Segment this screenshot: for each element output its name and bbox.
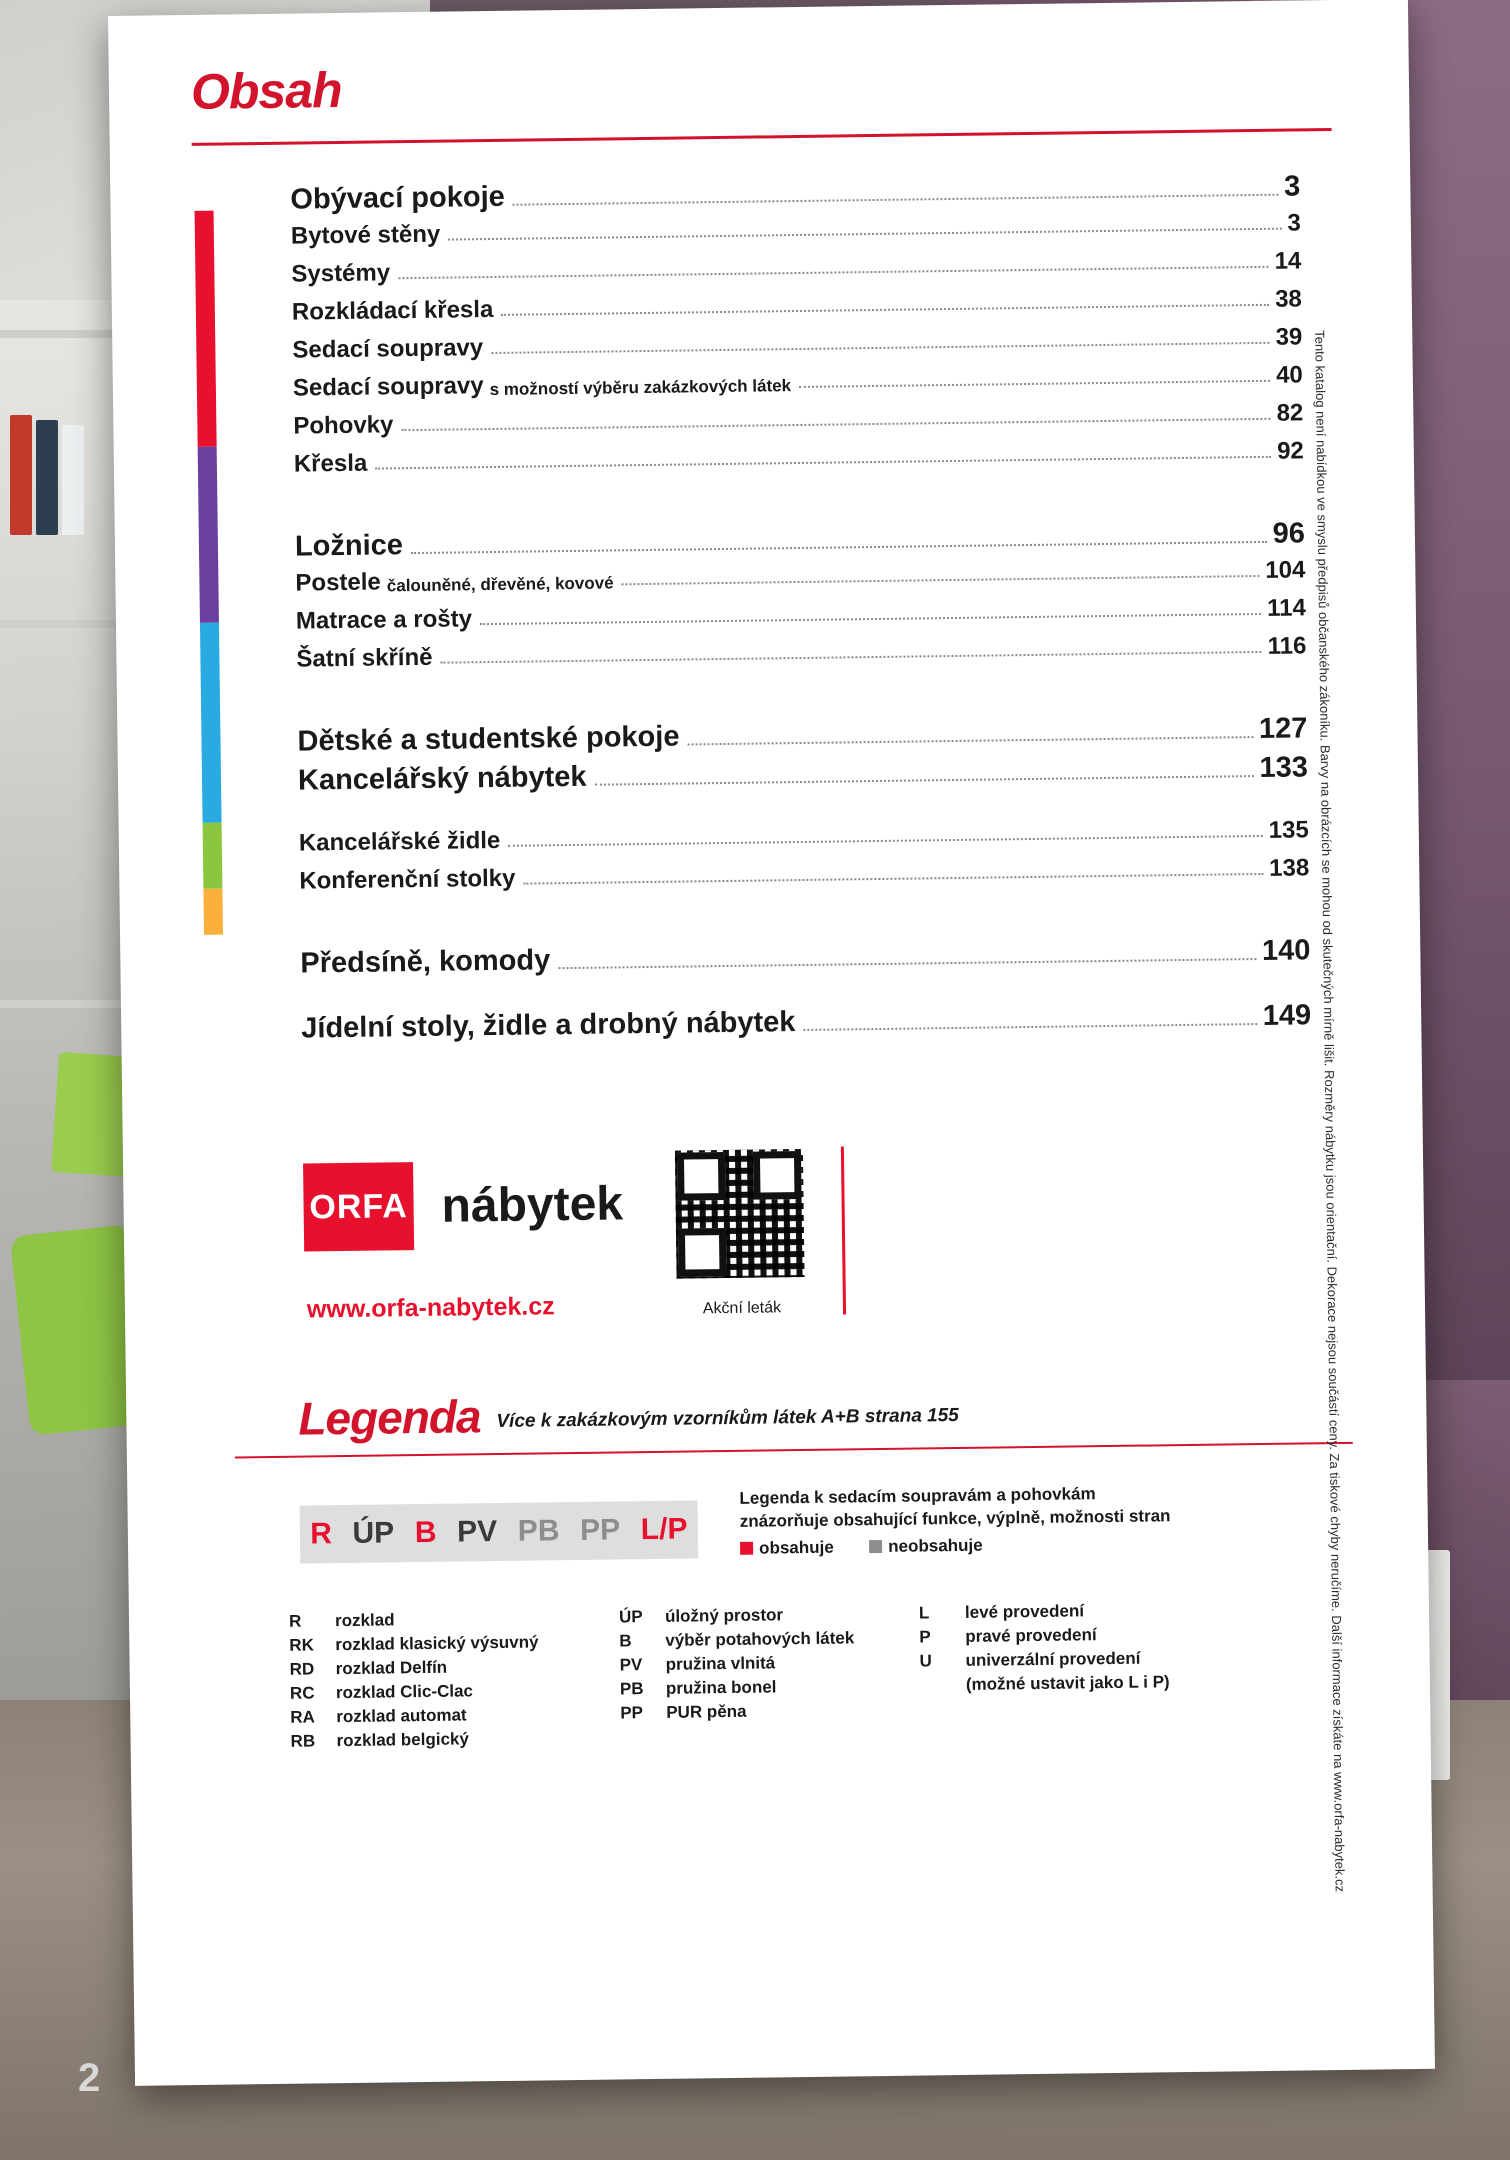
legend-value: pružina vlnitá [665, 1653, 776, 1674]
toc-label: Jídelní stoly, židle a drobný nábytek [301, 1006, 796, 1045]
legend-row [289, 1631, 619, 1655]
table-of-contents [290, 170, 1311, 1051]
toc-label: Předsíně, komody [300, 944, 551, 980]
legend-key: RK [289, 1635, 315, 1655]
legend-value: rozklad [334, 1610, 395, 1631]
legend-key: RA [290, 1707, 315, 1727]
legend-key: P [919, 1627, 931, 1647]
legend-swatch-no [869, 1540, 882, 1553]
legend-row [619, 1628, 919, 1652]
toc-page: 114 [1266, 594, 1307, 622]
qr-eye [677, 1152, 726, 1201]
legend-column3-note: (možné ustavit jako L i P) [965, 1672, 1170, 1694]
toc-entry[interactable] [293, 399, 1303, 440]
page-title: Obsah [190, 61, 342, 120]
book [10, 415, 32, 535]
legend-row [619, 1604, 919, 1628]
legend-note-line1: Legenda k sedacím soupravám a pohovkám [739, 1484, 1096, 1508]
toc-label: Bytové stěny [290, 220, 441, 250]
toc-leader [401, 417, 1270, 431]
legend-subtitle: Více k zakázkovým vzorníkům látek A+B strana 155 [496, 1404, 959, 1433]
legend-code-B: B [414, 1515, 437, 1550]
toc-page: 39 [1275, 323, 1303, 351]
toc-page: 3 [1283, 170, 1301, 203]
disclaimer-text: Tento katalog není nabídkou ve smyslu předpisů občanského zákoníku. Barvy na obrázcích se mohou od skutečných mírně lišit. Rozměry nábytku jsou orientační. Dekorace nejsou součástí ceny. Za tiskové chyby neručíme. Další informace získáte na www.orfa-nabytek.cz [1312, 330, 1348, 1893]
toc-page: 40 [1275, 361, 1303, 389]
toc-leader [441, 650, 1262, 664]
legend-key: RC [289, 1683, 315, 1703]
toc-label: Konferenční stolky [299, 864, 516, 895]
legend-key: RB [290, 1731, 316, 1751]
toc-page: 96 [1272, 517, 1306, 550]
toc-leader [375, 455, 1271, 470]
toc-leader [688, 735, 1254, 745]
legend-value: rozklad klasický výsuvný [335, 1632, 539, 1655]
qr-caption: Akční leták [702, 1299, 782, 1318]
color-bar-dining [203, 889, 223, 935]
toc-label: Matrace a rošty [295, 605, 473, 635]
toc-entry[interactable] [296, 594, 1306, 635]
legend-key: B [619, 1631, 632, 1651]
toc-page: 92 [1276, 437, 1304, 465]
catalog-page [108, 0, 1435, 2086]
toc-leader [508, 834, 1262, 847]
toc-page: 3 [1287, 209, 1301, 237]
toc-label: Kancelářský nábytek [297, 760, 587, 797]
legend-note-line2: znázorňuje obsahující funkce, výplně, možnosti stran [739, 1506, 1171, 1531]
legend-row [289, 1607, 619, 1631]
toc-entry[interactable] [298, 751, 1308, 797]
legend-row [290, 1727, 620, 1751]
toc-label: Křesla [293, 449, 368, 478]
qr-code[interactable] [675, 1149, 805, 1279]
legend-note-no: neobsahuje [888, 1535, 983, 1556]
legend-column-3 [919, 1599, 1281, 1748]
brand-block [303, 1159, 624, 1251]
legend-code-PB: PB [517, 1514, 560, 1548]
brand-name: nábytek [441, 1176, 624, 1233]
legend-key: L [918, 1603, 930, 1623]
legend-column-1 [289, 1607, 621, 1755]
toc-label: Obývací pokoje [290, 180, 505, 216]
toc-leader [480, 612, 1261, 625]
legend-note-yes: obsahuje [758, 1537, 834, 1558]
orfa-logo [303, 1162, 414, 1251]
toc-label: Sedací soupravy [292, 372, 484, 402]
toc-leader [411, 540, 1267, 554]
legend-value: rozklad automat [336, 1705, 467, 1727]
toc-label: Kancelářské židle [298, 826, 501, 857]
toc-label: Sedací soupravy [292, 334, 484, 364]
legend-key: R [288, 1611, 302, 1631]
legend-note [739, 1481, 1260, 1561]
toc-page: 138 [1269, 854, 1310, 882]
legend-row [919, 1623, 1279, 1648]
toc-leader [622, 574, 1260, 585]
legend-code-UP: ÚP [352, 1516, 395, 1550]
legend-row [290, 1703, 620, 1727]
toc-entry[interactable] [292, 323, 1302, 364]
legend-value: univerzální provedení [965, 1648, 1141, 1670]
toc-entry[interactable] [291, 247, 1301, 288]
toc-leader [491, 341, 1270, 354]
legend-value: pružina bonel [665, 1677, 777, 1698]
toc-entry[interactable] [299, 854, 1309, 895]
legend-row [290, 1679, 620, 1703]
legend-row [290, 1655, 620, 1679]
legend-value: rozklad Clic-Clac [335, 1681, 474, 1703]
legend-value: levé provedení [964, 1601, 1085, 1622]
toc-entry[interactable] [291, 209, 1301, 250]
book [36, 420, 58, 535]
toc-page: 14 [1274, 247, 1302, 275]
toc-entry[interactable] [296, 632, 1306, 673]
legend-swatch-yes [740, 1542, 753, 1555]
legend-key: PB [619, 1679, 644, 1699]
toc-entry[interactable] [294, 437, 1304, 478]
legend-divider [235, 1442, 1353, 1459]
toc-label: Ložnice [294, 529, 404, 563]
color-bar-hall [203, 823, 223, 889]
legend-key: PV [619, 1655, 643, 1675]
toc-page: 149 [1262, 999, 1312, 1032]
legend-abbreviations [289, 1598, 1361, 1756]
legend-column-2 [619, 1604, 921, 1752]
legend-value: pravé provedení [965, 1625, 1097, 1646]
orfa-logo-text: ORFA [309, 1186, 409, 1226]
legend-key: RD [289, 1659, 315, 1679]
toc-leader [398, 265, 1269, 279]
toc-page: 116 [1267, 632, 1307, 660]
legend-row [620, 1652, 920, 1676]
toc-entry[interactable] [292, 285, 1302, 326]
website-link[interactable]: www.orfa-nabytek.cz [306, 1292, 555, 1324]
toc-page: 133 [1259, 751, 1309, 784]
toc-leader [595, 774, 1254, 786]
toc-leader [513, 193, 1278, 206]
toc-page: 82 [1276, 399, 1304, 427]
color-bar-bedroom [198, 447, 219, 623]
toc-label: Systémy [291, 259, 391, 288]
toc-entry[interactable] [295, 556, 1305, 597]
legend-code-bar [300, 1500, 699, 1563]
toc-entry[interactable] [290, 170, 1300, 216]
toc-label: Rozkládací křesla [291, 295, 494, 326]
legend-value: PUR pěna [666, 1701, 747, 1722]
toc-label: Pohovky [293, 411, 394, 440]
toc-entry[interactable] [293, 361, 1303, 402]
book [62, 425, 84, 535]
legend-value: rozklad Delfín [335, 1657, 448, 1679]
legend-row [919, 1599, 1279, 1624]
qr-eye [753, 1151, 802, 1200]
toc-sublabel: s možností výběru zakázkových látek [489, 376, 792, 400]
toc-leader [558, 957, 1256, 969]
page-number: 2 [78, 2056, 101, 2100]
legend-value: úložný prostor [664, 1605, 784, 1626]
toc-page: 104 [1265, 556, 1306, 584]
toc-page: 135 [1268, 816, 1309, 844]
toc-page: 140 [1261, 934, 1311, 967]
legend-key: ÚP [618, 1607, 643, 1627]
legend-key: U [919, 1651, 933, 1671]
legend-code-LP: L/P [640, 1512, 688, 1547]
toc-label: Postele [295, 568, 381, 597]
legend-code-R: R [309, 1517, 333, 1551]
vertical-divider [841, 1146, 846, 1314]
legend-row [620, 1700, 920, 1724]
toc-label: Dětské a studentské pokoje [297, 720, 680, 758]
legend-key: PP [620, 1703, 644, 1723]
toc-leader [448, 227, 1281, 241]
legend-code-PP: PP [579, 1513, 621, 1547]
legend-value: rozklad belgický [336, 1729, 469, 1751]
legend-code-PV: PV [456, 1515, 498, 1549]
toc-leader [501, 303, 1269, 316]
toc-leader [804, 1022, 1257, 1031]
toc-page: 127 [1258, 712, 1308, 745]
toc-leader [799, 379, 1270, 388]
legend-title: Legenda [298, 1390, 481, 1445]
color-bar-living [195, 211, 217, 447]
color-bar-office [200, 623, 222, 823]
qr-eye [678, 1228, 727, 1277]
toc-leader [523, 872, 1263, 885]
toc-page: 38 [1274, 285, 1302, 313]
legend-row [620, 1676, 920, 1700]
legend-value: výběr potahových látek [665, 1628, 855, 1650]
legend-row [919, 1647, 1279, 1672]
title-divider [192, 128, 1332, 146]
toc-sublabel: čalouněné, dřevěné, kovové [386, 573, 614, 596]
toc-label: Šatní skříně [296, 643, 433, 673]
